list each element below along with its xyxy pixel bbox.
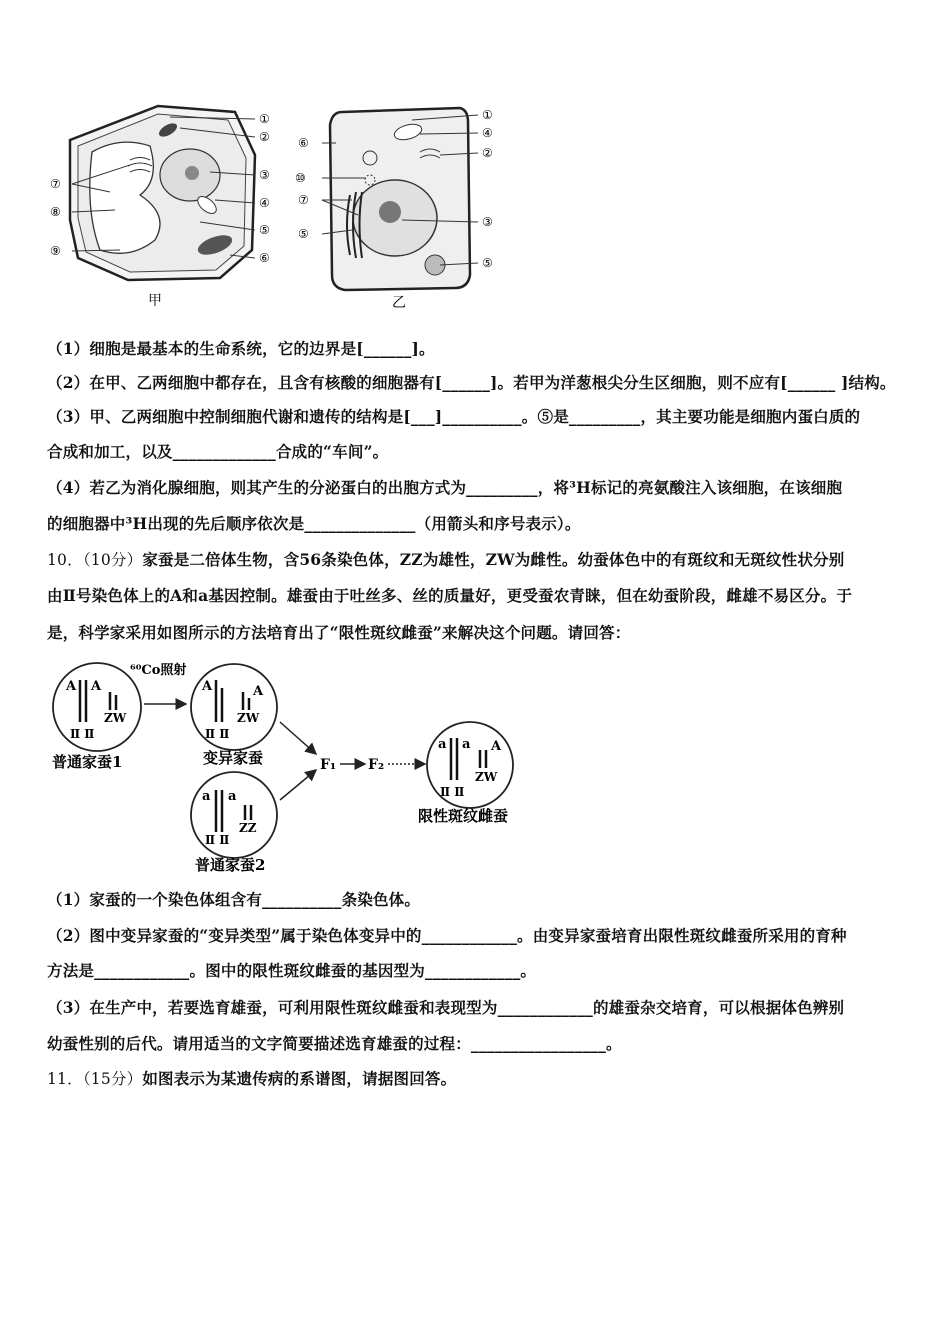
gene-label: A xyxy=(491,739,502,754)
yi-callout: ⑤ xyxy=(482,256,493,270)
silkworm1-label: 普通家蚕1 xyxy=(52,753,123,771)
cell-label-yi: 乙 xyxy=(392,295,406,311)
mutant-cell xyxy=(191,664,277,750)
q10-sub3-line2: 幼蚕性别的后代。请用适当的文字简要描述选育雄蚕的过程：_________________。 xyxy=(47,1034,622,1053)
jia-callout: ⑥ xyxy=(259,251,270,265)
silkworm2-label: 普通家蚕2 xyxy=(195,856,266,874)
jia-callout: ② xyxy=(259,130,270,144)
jia-callout: ① xyxy=(259,112,270,126)
q10-intro-line3: 是，科学家采用如图所示的方法培育出了“限性斑纹雌蚕”来解决这个问题。请回答： xyxy=(47,623,631,642)
q11-text: 如图表示为某遗传病的系谱图，请据图回答。 xyxy=(142,1069,457,1088)
gene-label: A xyxy=(202,679,213,694)
q10-intro-line2: 由Ⅱ号染色体上的A和a基因控制。雄蚕由于吐丝多、丝的质量好，更受蚕农青睐，但在幼蚕阶段，雌雄不易区分。于 xyxy=(47,586,853,605)
yi-callout: ④ xyxy=(482,126,493,140)
chrom-label: Ⅱ Ⅱ xyxy=(70,727,95,741)
sex-chrom-label: ZW xyxy=(475,770,498,784)
gene-label: a xyxy=(462,737,471,752)
yi-callout: ① xyxy=(482,108,493,122)
gene-label: a xyxy=(438,737,447,752)
q10-sub3-line1: （3）在生产中，若要选育雄蚕，可利用限性斑纹雌蚕和表现型为____________的雄蚕杂交培育，可以根据体色辨别 xyxy=(47,998,845,1017)
q10-intro-line1 xyxy=(47,548,844,570)
mutant-label: 变异家蚕 xyxy=(203,749,264,767)
sex-chrom-label: ZW xyxy=(104,711,127,725)
result-label: 限性斑纹雌蚕 xyxy=(418,807,509,825)
jia-callout: ④ xyxy=(259,196,270,210)
q9-line4: 合成和加工，以及_____________合成的“车间”。 xyxy=(47,442,389,461)
q10-sub1: （1）家蚕的一个染色体组含有__________条染色体。 xyxy=(47,890,421,909)
chrom-label: Ⅱ Ⅱ xyxy=(440,785,465,799)
silkworm2-cell xyxy=(191,772,277,858)
q10-text: 家蚕是二倍体生物，含56条染色体，ZZ为雄性，ZW为雌性。幼蚕体色中的有斑纹和无斑纹性状分别 xyxy=(142,550,845,569)
silkworm-breeding-figure xyxy=(40,660,540,875)
animal-cell-yi xyxy=(295,108,493,311)
q9-line6: 的细胞器中³H出现的先后顺序依次是______________（用箭头和序号表示）。 xyxy=(47,514,581,533)
jia-callout: ⑦ xyxy=(50,177,61,191)
radiation-label: ⁶⁰Co照射 xyxy=(130,663,187,678)
sex-chrom-label: ZZ xyxy=(239,821,257,835)
f2-label: F₂ xyxy=(368,757,385,773)
q9-line3: （3）甲、乙两细胞中控制细胞代谢和遗传的结构是[___]__________。⑤是_________，其主要功能是细胞内蛋白质的 xyxy=(47,407,861,426)
q9-line5: （4）若乙为消化腺细胞，则其产生的分泌蛋白的出胞方式为_________，将³H标记的亮氨酸注入该细胞，在该细胞 xyxy=(47,478,843,497)
yi-callout: ⑤ xyxy=(298,227,309,241)
f1-label: F₁ xyxy=(320,757,337,773)
q10-number: 10． xyxy=(47,551,83,569)
chrom-label: Ⅱ Ⅱ xyxy=(205,727,230,741)
q11-score: （15分） xyxy=(82,1070,143,1088)
yi-callout: ⑦ xyxy=(298,193,309,207)
sex-chrom-label: ZW xyxy=(237,711,260,725)
gene-label: A xyxy=(253,684,264,699)
jia-callout: ⑤ xyxy=(259,223,270,237)
jia-callout: ⑨ xyxy=(50,244,61,258)
yi-callout: ⑩ xyxy=(295,171,306,185)
gene-label: a xyxy=(202,789,211,804)
yi-callout: ② xyxy=(482,146,493,160)
q11-line xyxy=(47,1067,456,1089)
cell-diagram-figure xyxy=(40,100,520,315)
jia-callout: ⑧ xyxy=(50,205,61,219)
q10-score: （10分） xyxy=(82,551,143,569)
yi-callout: ⑥ xyxy=(298,136,309,150)
yi-callout: ③ xyxy=(482,215,493,229)
q10-sub2-line2: 方法是____________。图中的限性斑纹雌蚕的基因型为____________。 xyxy=(47,961,537,980)
plant-cell-jia xyxy=(50,106,270,309)
q10-sub2-line1: （2）图中变异家蚕的“变异类型”属于染色体变异中的____________。由变异家蚕培育出限性斑纹雌蚕所采用的育种 xyxy=(47,926,847,945)
gene-label: A xyxy=(91,679,102,694)
q9-line1: （1）细胞是最基本的生命系统，它的边界是[______]。 xyxy=(47,339,435,358)
q11-number: 11． xyxy=(47,1070,83,1088)
jia-callout: ③ xyxy=(259,168,270,182)
silkworm1-cell xyxy=(53,663,141,751)
q9-line2: （2）在甲、乙两细胞中都存在，且含有核酸的细胞器有[______]。若甲为洋葱根尖分生区细胞，则不应有[______ ]结构。 xyxy=(47,373,896,392)
cell-label-jia: 甲 xyxy=(148,293,162,309)
gene-label: A xyxy=(66,679,77,694)
gene-label: a xyxy=(228,789,237,804)
chrom-label: Ⅱ Ⅱ xyxy=(205,833,230,847)
